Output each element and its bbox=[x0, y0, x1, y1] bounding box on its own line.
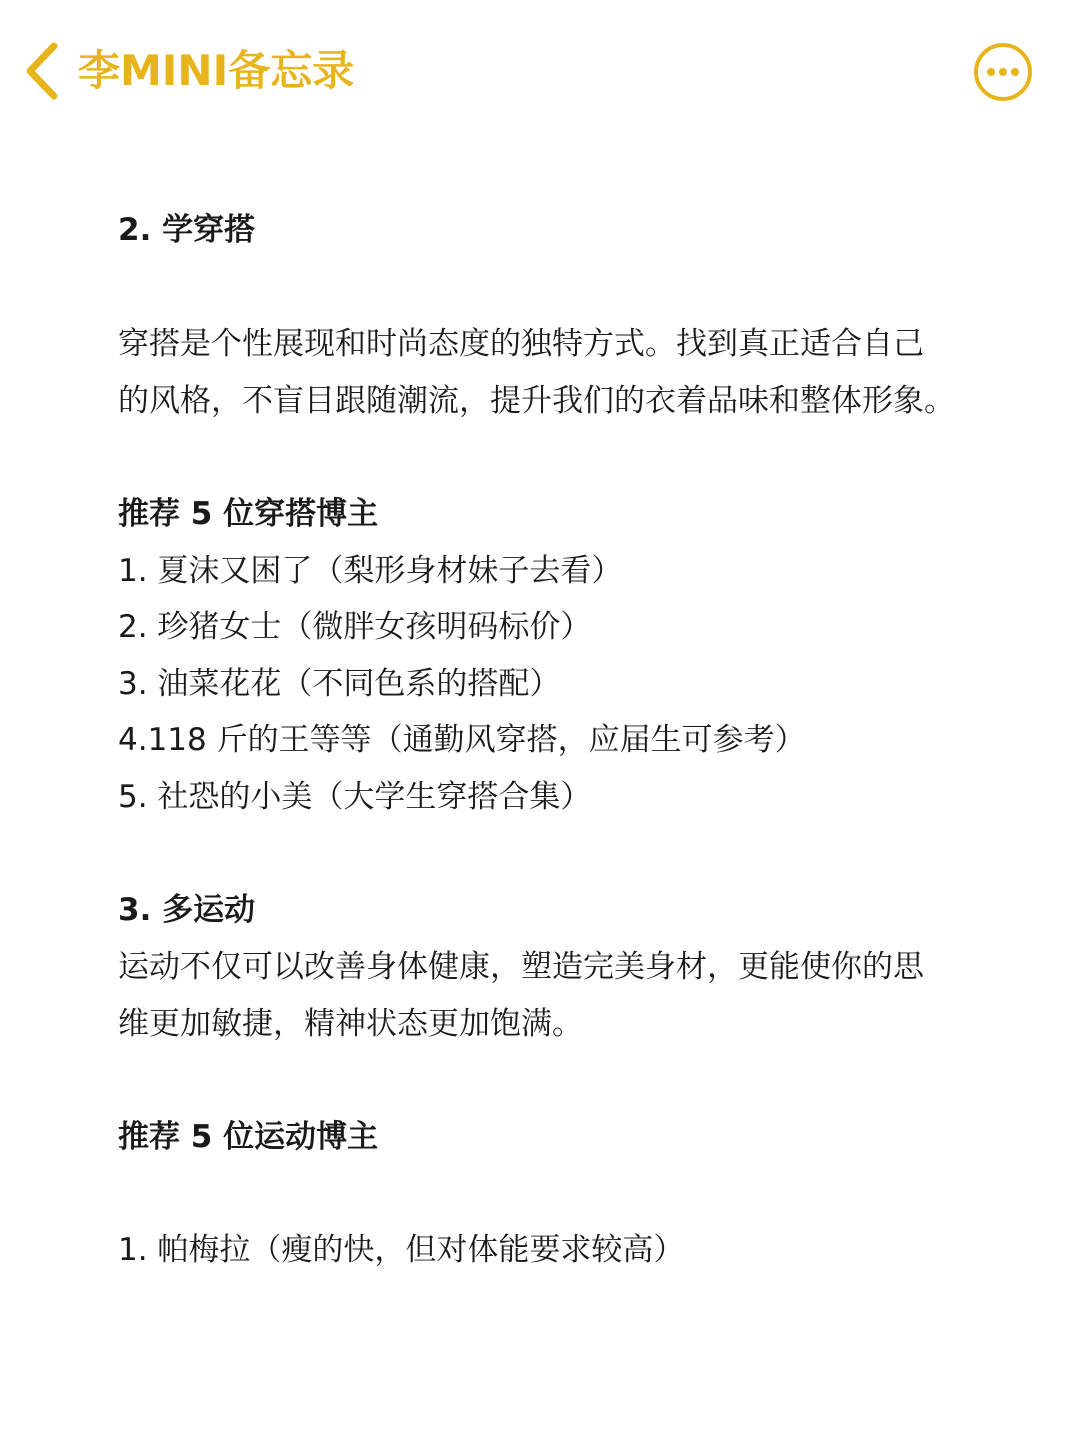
paragraph-line: 维更加敏捷，精神状态更加饱满。 bbox=[118, 1006, 583, 1042]
list-item: 5. 社恐的小美（大学生穿搭合集） bbox=[118, 779, 592, 815]
back-button[interactable] bbox=[18, 38, 66, 104]
recommend-heading-sport: 推荐 5 位运动博主 bbox=[118, 1119, 379, 1155]
paragraph-line: 穿搭是个性展现和时尚态度的独特方式。找到真正适合自己 bbox=[118, 326, 924, 362]
section-heading-fashion: 2. 学穿搭 bbox=[118, 212, 256, 248]
navigation-bar bbox=[0, 0, 1080, 140]
paragraph-line: 运动不仅可以改善身体健康，塑造完美身材，更能使你的思 bbox=[118, 949, 924, 985]
more-options-button[interactable] bbox=[972, 41, 1034, 103]
list-item: 3. 油菜花花（不同色系的搭配） bbox=[118, 666, 561, 702]
paragraph-line: 的风格，不盲目跟随潮流，提升我们的衣着品味和整体形象。 bbox=[118, 383, 955, 419]
list-item: 2. 珍猪女士（微胖女孩明码标价） bbox=[118, 609, 592, 645]
more-horizontal-circle-icon bbox=[972, 41, 1034, 103]
section-heading-sport: 3. 多运动 bbox=[118, 892, 256, 928]
list-item: 1. 夏沫又困了（梨形身材妹子去看） bbox=[118, 553, 623, 589]
list-item: 1. 帕梅拉（瘦的快，但对体能要求较高） bbox=[118, 1232, 685, 1268]
chevron-left-icon bbox=[18, 38, 66, 104]
page-title: 李MINI备忘录 bbox=[78, 46, 355, 95]
list-item: 4.118 斤的王等等（通勤风穿搭，应届生可参考） bbox=[118, 722, 806, 758]
recommend-heading-fashion: 推荐 5 位穿搭博主 bbox=[118, 496, 379, 532]
